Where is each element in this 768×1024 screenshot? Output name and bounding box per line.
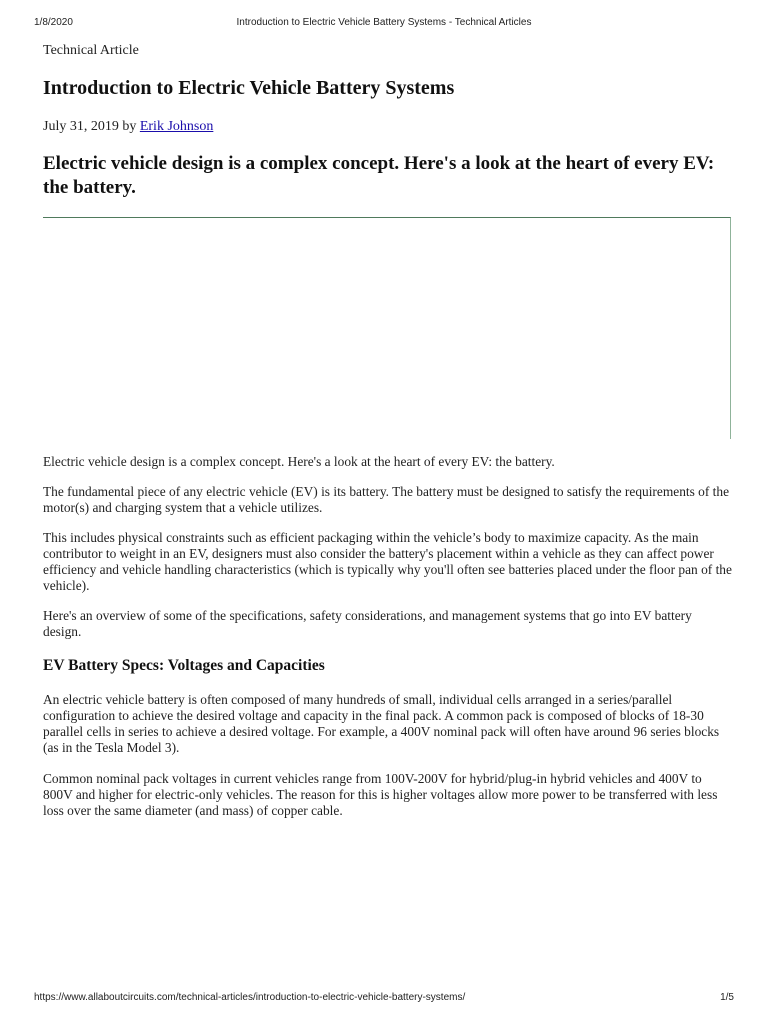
article-category: Technical Article (43, 43, 139, 58)
print-footer (0, 992, 768, 1006)
publish-date: July 31, 2019 (43, 119, 119, 134)
article-title: Introduction to Electric Vehicle Battery Systems (43, 77, 455, 99)
article-paragraph: Electric vehicle design is a complex concept. Here's a look at the heart of every EV: the battery. (43, 454, 555, 469)
byline-by: by (122, 119, 137, 134)
article-lede: Electric vehicle design is a complex concept. Here's a look at the heart of every EV: the battery. (43, 153, 715, 198)
article-paragraph: This includes physical constraints such as efficient packaging within the vehicle’s body to maximize capacity. As the main contributor to weight in an EV, designers must also consider the battery's placement within a vehicle as they can affect power efficiency and vehicle handling characteristics (which is typically why you'll often see batteries placed under the floor pan of the vehicle). (43, 530, 732, 593)
section-heading: EV Battery Specs: Voltages and Capacities (43, 657, 325, 674)
author-link[interactable]: Erik Johnson (139, 119, 214, 134)
article-paragraph: Here's an overview of some of the specifications, safety considerations, and management systems that go into EV battery design. (43, 608, 692, 639)
section-paragraph: Common nominal pack voltages in current vehicles range from 100V-200V for hybrid/plug-in hybrid vehicles and 400V to 800V and higher for electric-only vehicles. The reason for this is higher voltages allow more power to be transferred with less loss over the same diameter (and mass) of copper cable. (43, 771, 718, 818)
page-number: 1/5 (720, 992, 734, 1003)
byline (43, 119, 213, 135)
article-paragraph: The fundamental piece of any electric vehicle (EV) is its battery. The battery must be designed to satisfy the requirements of the motor(s) and charging system that a vehicle utilizes. (43, 484, 730, 515)
print-header (0, 17, 768, 31)
print-date: 1/8/2020 (34, 17, 73, 28)
section-paragraph: An electric vehicle battery is often composed of many hundreds of small, individual cells arranged in a series/parallel configuration to achieve the desired voltage and capacity in the final pack. A common pack is composed of blocks of 18-30 parallel cells in series to achieve a desired voltage. For example, a 400V nominal pack will often have around 96 series blocks (as in the Tesla Model 3). (43, 692, 720, 755)
print-url: https://www.allaboutcircuits.com/technical-articles/introduction-to-electric-vehicle-battery-systems/ (34, 992, 466, 1003)
embedded-media-placeholder (43, 217, 731, 439)
print-page-title: Introduction to Electric Vehicle Battery Systems - Technical Articles (236, 17, 532, 28)
